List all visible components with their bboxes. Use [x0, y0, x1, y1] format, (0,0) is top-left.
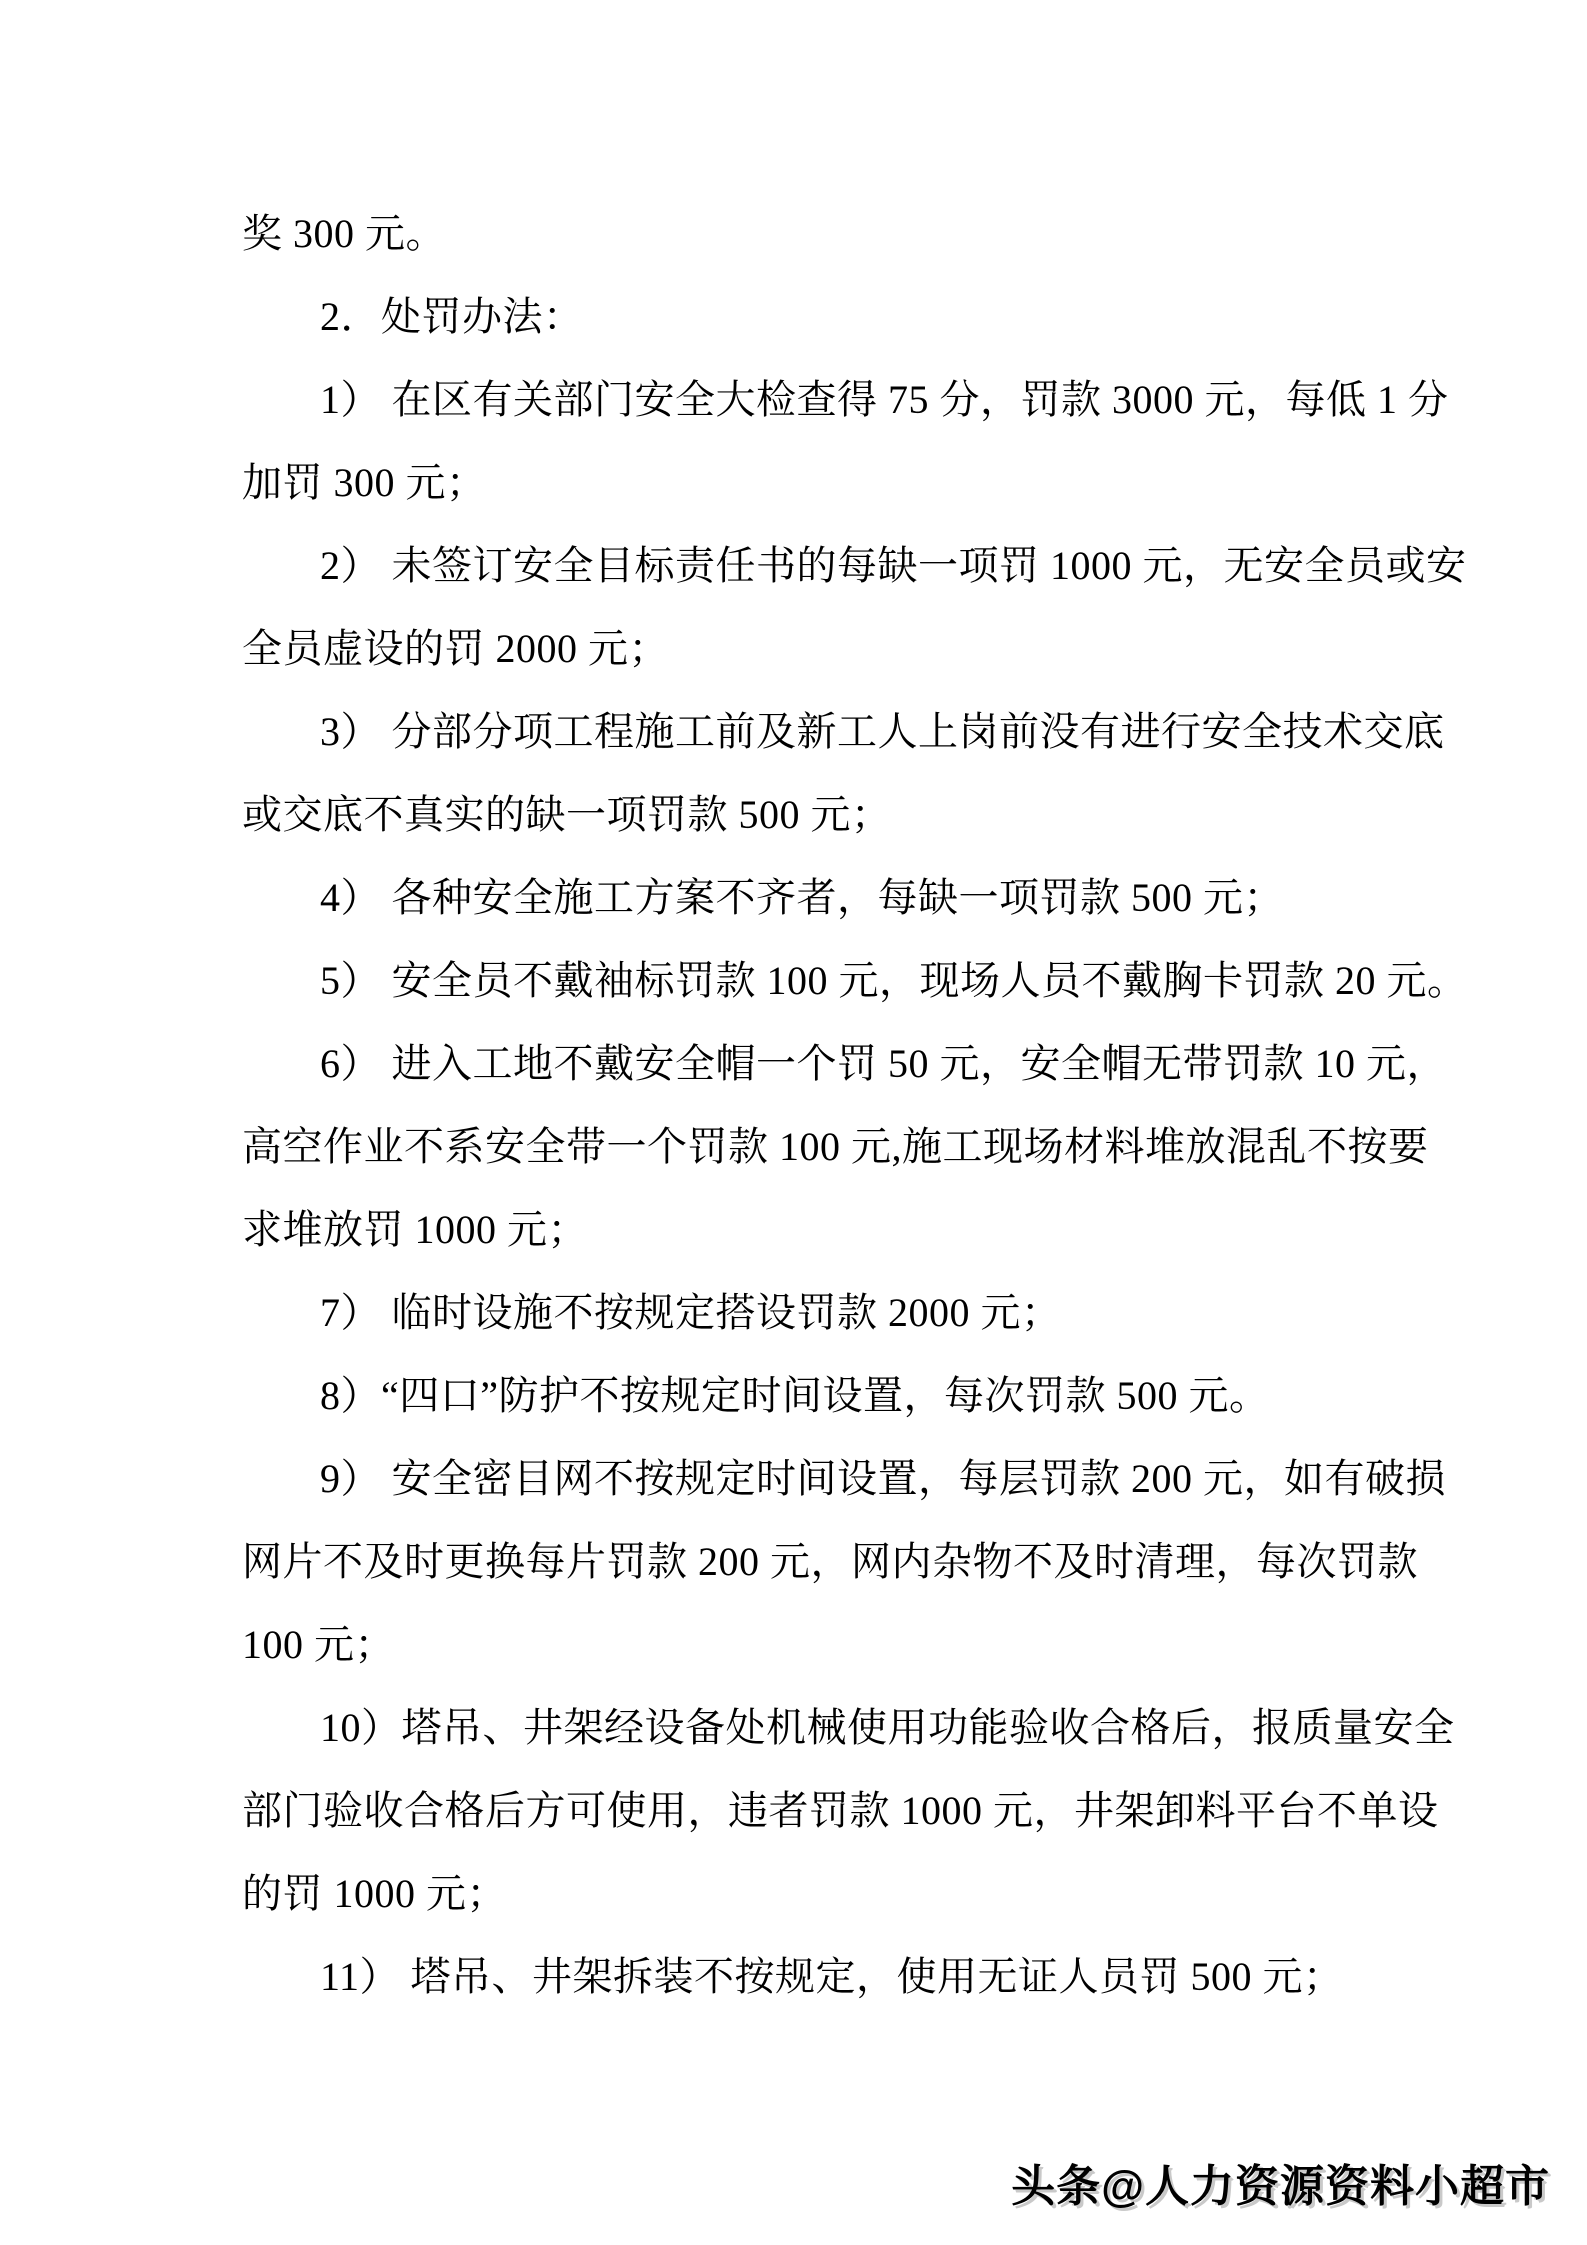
text-line: 11） 塔吊、井架拆装不按规定，使用无证人员罚 500 元； — [320, 1954, 1344, 1999]
text-line: 1） 在区有关部门安全大检查得 75 分，罚款 3000 元，每低 1 分 — [320, 377, 1449, 422]
text-line: 网片不及时更换每片罚款 200 元，网内杂物不及时清理，每次罚款 — [242, 1539, 1418, 1584]
text-line: 8）“四口”防护不按规定时间设置，每次罚款 500 元。 — [320, 1373, 1270, 1418]
text-line: 求堆放罚 1000 元； — [242, 1207, 588, 1252]
watermark: 头条@人力资源资料小超市 — [1011, 2162, 1550, 2211]
document-body — [242, 192, 1468, 2018]
text-line: 2） 未签订安全目标责任书的每缺一项罚 1000 元，无安全员或安 — [320, 543, 1467, 588]
text-line: 7） 临时设施不按规定搭设罚款 2000 元； — [320, 1290, 1062, 1335]
text-line: 3） 分部分项工程施工前及新工人上岗前没有进行安全技术交底 — [320, 709, 1445, 754]
text-line: 部门验收合格后方可使用，违者罚款 1000 元，井架卸料平台不单设 — [242, 1788, 1439, 1833]
text-line: 100 元； — [242, 1622, 395, 1667]
text-line: 4） 各种安全施工方案不齐者，每缺一项罚款 500 元； — [320, 875, 1284, 920]
text-line: 或交底不真实的缺一项罚款 500 元； — [242, 792, 892, 837]
text-line: 10）塔吊、井架经设备处机械使用功能验收合格后，报质量安全 — [320, 1705, 1455, 1750]
text-line: 奖 300 元。 — [242, 211, 446, 256]
text-line: 全员虚设的罚 2000 元； — [242, 626, 669, 671]
text-line: 的罚 1000 元； — [242, 1871, 507, 1916]
text-line: 2．处罚办法： — [320, 294, 584, 339]
text-line: 5） 安全员不戴袖标罚款 100 元，现场人员不戴胸卡罚款 20 元。 — [320, 958, 1468, 1003]
text-line: 高空作业不系安全带一个罚款 100 元,施工现场材料堆放混乱不按要 — [242, 1124, 1429, 1169]
text-line: 6） 进入工地不戴安全帽一个罚 50 元，安全帽无带罚款 10 元， — [320, 1041, 1447, 1086]
text-line: 加罚 300 元； — [242, 460, 487, 505]
text-line: 9） 安全密目网不按规定时间设置，每层罚款 200 元，如有破损 — [320, 1456, 1446, 1501]
